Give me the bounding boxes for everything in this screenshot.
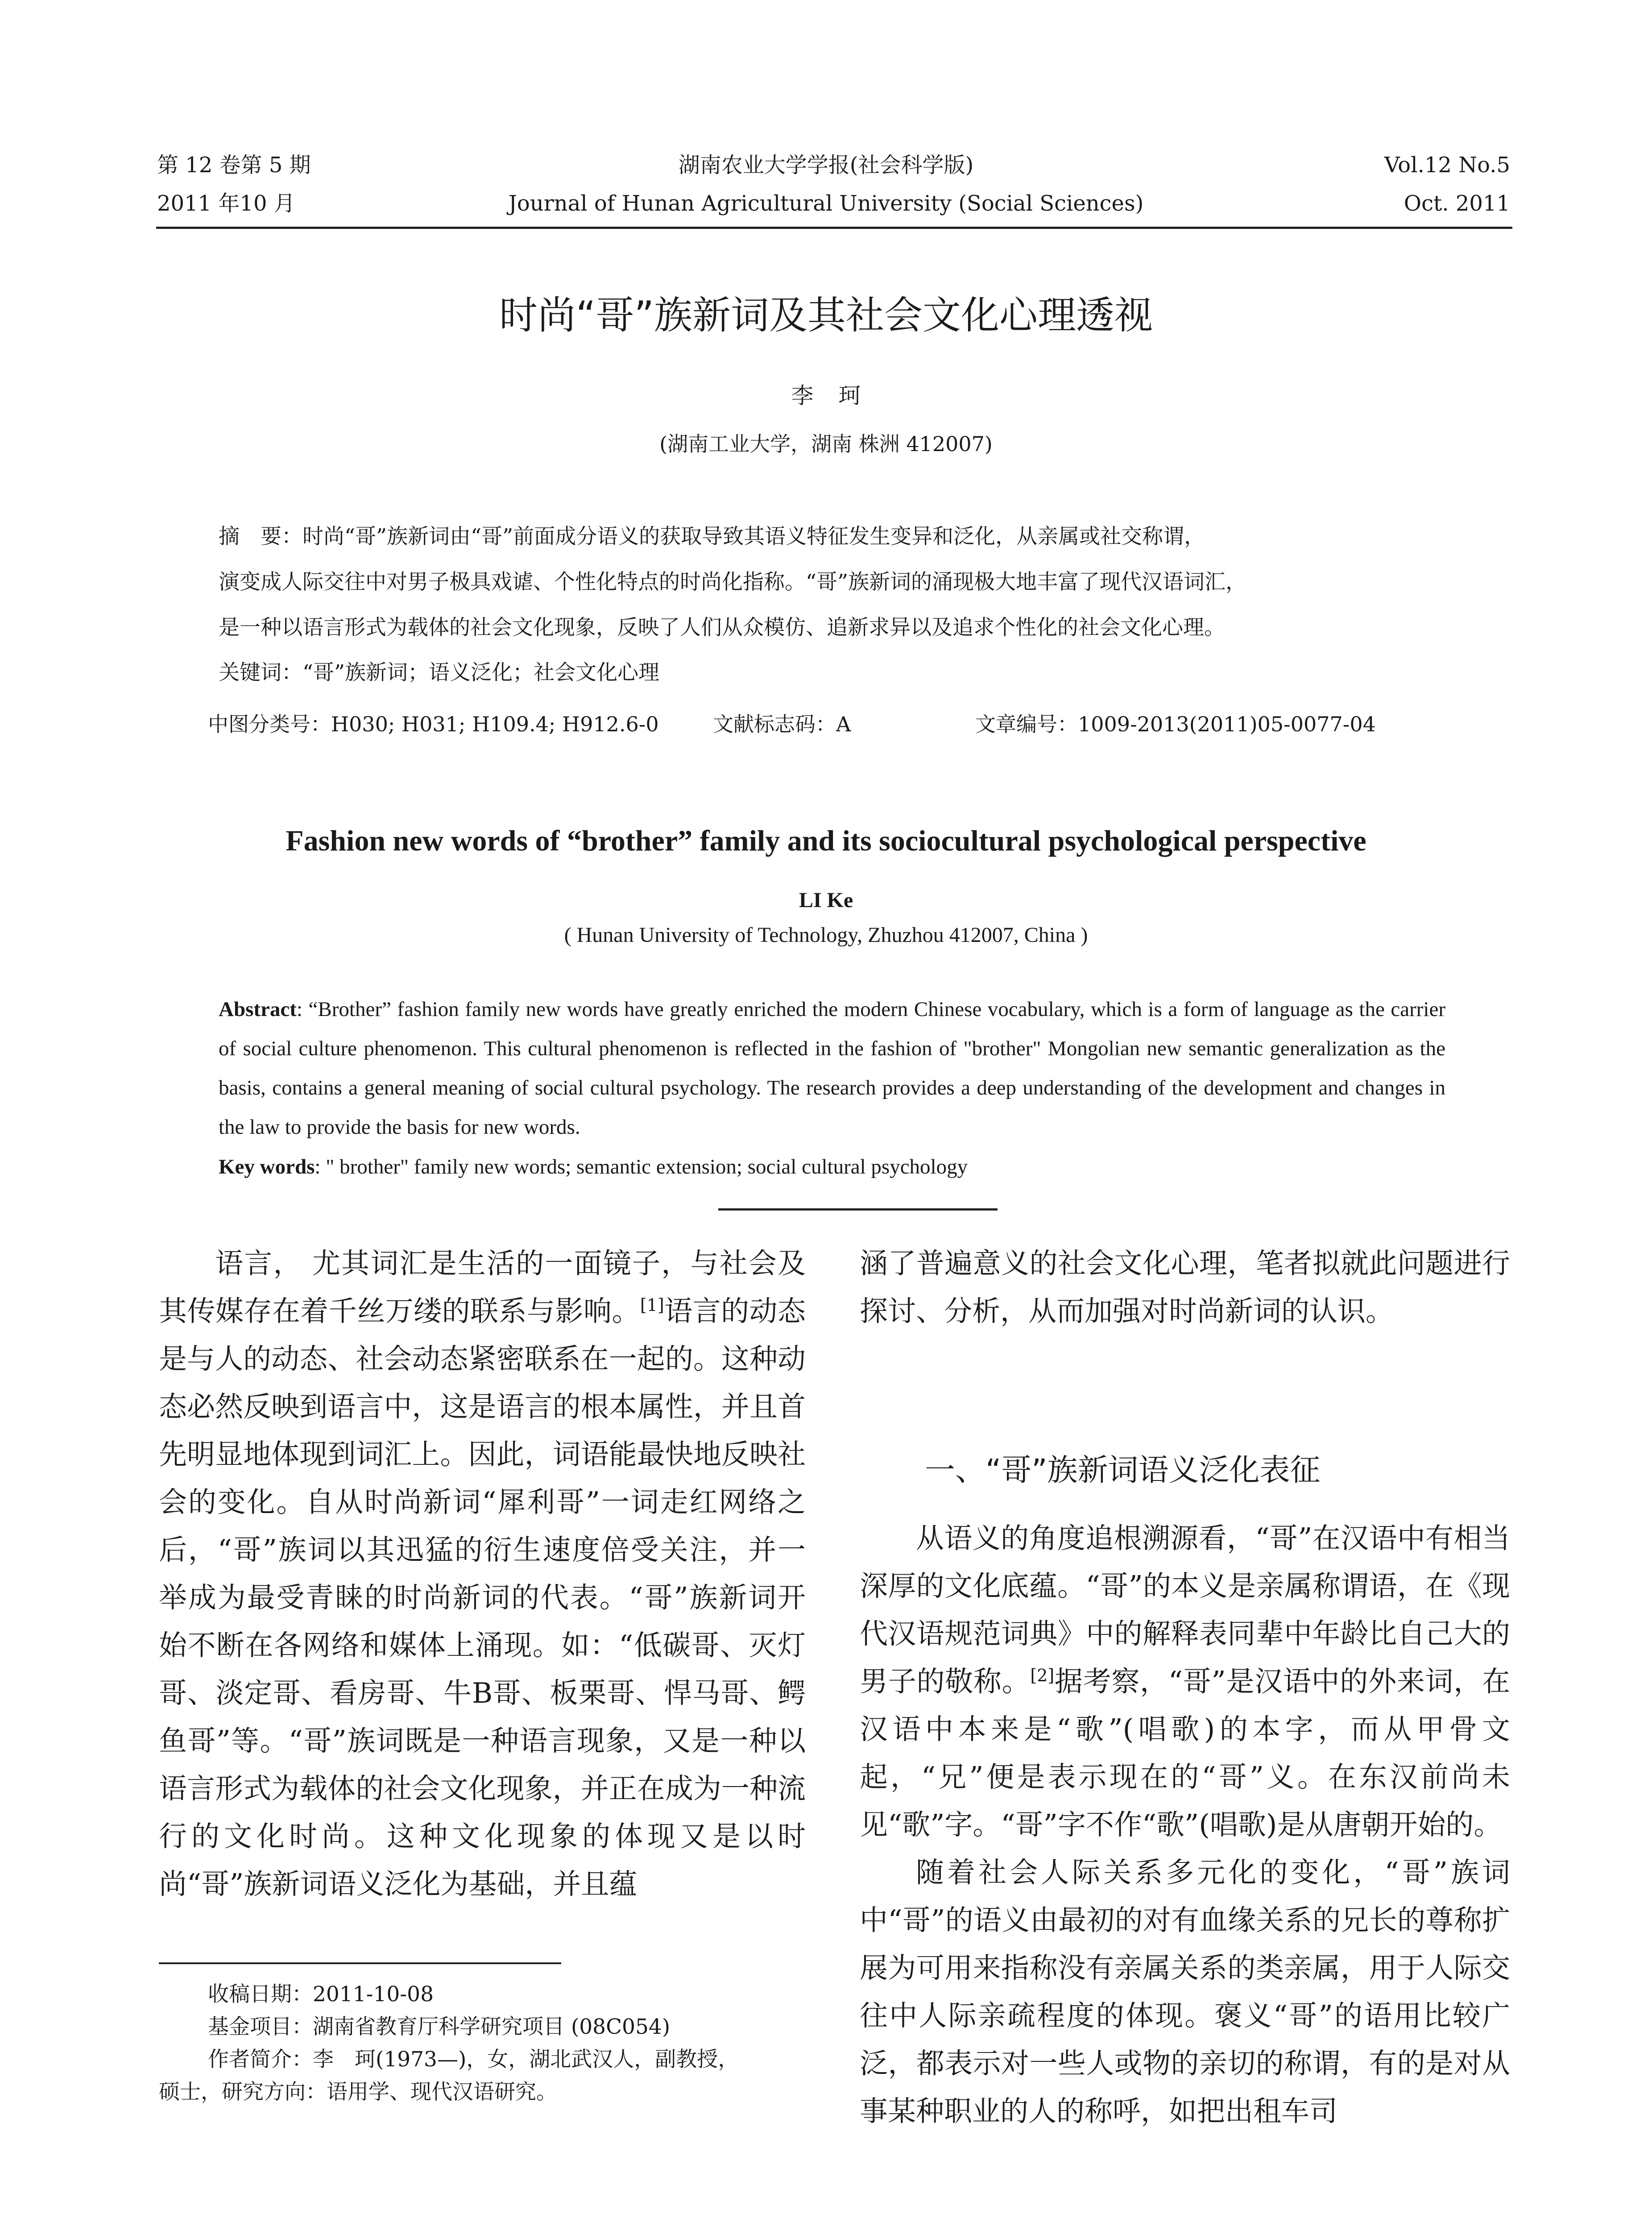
article-title: 时尚“哥”族新词及其社会文化心理透视 (499, 293, 1153, 338)
keywords-cn: 关键词：“哥”族新词；语义泛化；社会文化心理 (219, 660, 660, 685)
body-paragraph-continued: 涵了普遍意义的社会文化心理，笔者拟就此问题进行探讨、分析，从而加强对时尚新词的认识。 (860, 1247, 1510, 1327)
section-heading: 一、“哥”族新词语义泛化表征 (925, 1453, 1321, 1488)
abstract-text: : “Brother” fashion family new words have greatly enriched the modern Chinese vocabulary, which is a form of language as the carrier of social culture phenomenon. This cultural phenomenon is reflected in the fashion of "brother" Mongolian new semantic generalization as the basis, contains a general meaning of social cultural psychology. The research provides a deep understanding of the development and changes in the law to provide the basis for new words. (219, 998, 1445, 1139)
clc-number (208, 714, 659, 734)
document-code (713, 714, 851, 734)
fund-project: 基金项目：湖南省教育厅科学研究项目 (08C054) (208, 2015, 671, 2039)
citation-ref: [1] (640, 1295, 664, 1315)
received-date: 收稿日期：2011-10-08 (208, 1982, 434, 2007)
article-number-value: 1009-2013(2011)05-0077-04 (1078, 712, 1376, 736)
body-column-left (159, 1240, 806, 1908)
footnotes (159, 1978, 806, 2108)
abstract-cn-line: 演变成人际交往中对男子极具戏谑、个性化特点的时尚化指称。“哥”族新词的涌现极大地丰富了现代汉语词汇， (219, 570, 1247, 594)
english-affiliation: ( Hunan University of Technology, Zhuzhou 412007, China ) (564, 923, 1088, 947)
body-paragraph (159, 1240, 806, 1908)
publication-date-cn: 2011 年10 月 (157, 191, 295, 216)
keywords-text: : " brother" family new words; semantic extension; social cultural psychology (315, 1155, 968, 1178)
author-bio: 作者简介：李 珂(1973—)，女，湖北武汉人，副教授， (208, 2047, 739, 2072)
clc-value: H030; H031; H109.4; H912.6-0 (331, 712, 659, 736)
journal-name-cn: 湖南农业大学学报(社会科学版) (678, 153, 974, 178)
paragraph-text: 语言， 尤其词汇是生活的一面镜子，与社会及其传媒存在着千丝万缕的联系与影响。 (159, 1247, 806, 1327)
english-keywords (219, 1157, 968, 1178)
english-abstract (219, 990, 1445, 1147)
doc-code-label: 文献标志码： (713, 712, 836, 736)
paragraph-text: 语言的动态是与人的动态、社会动态紧密联系在一起的。这种动态必然反映到语言中，这是语言的根本属性，并且首先明显地体现到词汇上。因此，词语能最快地反映社会的变化。自从时尚新词“犀利哥”一词走红网络之后，“哥”族词以其迅猛的衍生速度倍受关注，并一举成为最受青睐的时尚新词的代表。“哥”族新词开始不断在各网络和媒体上涌现。如：“低碳哥、灭灯哥、淡定哥、看房哥、牛B哥、板栗哥、悍马哥、鳄鱼哥”等。“哥”族词既是一种语言现象，又是一种以语言形式为载体的社会文化现象，并正在成为一种流行的文化时尚。这种文化现象的体现又是以时尚“哥”族新词语义泛化为基础，并且蕴 (159, 1295, 806, 1900)
doc-code-value: A (836, 712, 851, 736)
abstract-cn (219, 514, 1445, 651)
volume-issue: 第 12 卷第 5 期 (157, 153, 311, 178)
publication-date-en: Oct. 2011 (1404, 191, 1510, 216)
article-number-label: 文章编号： (975, 712, 1078, 736)
abstract-label: Abstract (219, 998, 297, 1021)
body-column-right (860, 1240, 1510, 1335)
article-number (975, 714, 1376, 734)
abstract-cn-line: 是一种以语言形式为载体的社会文化现象，反映了人们从众模仿、追新求异以及追求个性化的社会文化心理。 (219, 615, 1225, 640)
header-rule (156, 227, 1512, 229)
body-paragraph: 随着社会人际关系多元化的变化，“哥”族词中“哥”的语义由最初的对有血缘关系的兄长的尊称扩展为可用来指称没有亲属关系的类亲属，用于人际交往中人际亲疏程度的体现。褒义“哥”的语用比较广泛，都表示对一些人或物的亲切的称谓，有的是对从事某种职业的人的称呼，如把出租车司 (860, 1856, 1510, 2127)
volume-issue-en: Vol.12 No.5 (1384, 153, 1510, 178)
footnote-rule (159, 1962, 561, 1964)
author-name: 李 珂 (791, 383, 861, 409)
english-author: LI Ke (799, 888, 853, 912)
paragraph-text: 从语义的角度追根溯源看，“哥”在汉语中有相当深厚的文化底蕴。“哥”的本义是亲属称谓语，在《现代汉语规范词典》中的解释表同辈中年龄比自己大的男子的敬称。 (860, 1522, 1510, 1698)
journal-name-en: Journal of Hunan Agricultural University (Social Sciences) (508, 191, 1144, 216)
author-bio-continued: 硕士，研究方向：语用学、现代汉语研究。 (159, 2080, 557, 2104)
citation-ref: [2] (1030, 1666, 1055, 1685)
clc-label: 中图分类号： (208, 712, 331, 736)
abstract-cn-line: 摘 要：时尚“哥”族新词由“哥”前面成分语义的获取导致其语义特征发生变异和泛化，从亲属或社交称谓， (219, 524, 1205, 549)
section-separator (718, 1208, 998, 1211)
english-title: Fashion new words of “brother” family and its sociocultural psychological perspective (286, 825, 1366, 857)
paragraph-text: 据考察，“哥”是汉语中的外来词，在汉语中本来是“歌”(唱歌)的本字，而从甲骨文起，“兄”便是表示现在的“哥”义。在东汉前尚未见“歌”字。“哥”字不作“歌”(唱歌)是从唐朝开始的。 (860, 1665, 1510, 1841)
body-column-right-section (860, 1438, 1510, 2135)
body-paragraph (860, 1514, 1510, 1849)
author-affiliation: (湖南工业大学，湖南 株洲 412007) (659, 432, 993, 456)
keywords-label: Key words (219, 1155, 315, 1178)
